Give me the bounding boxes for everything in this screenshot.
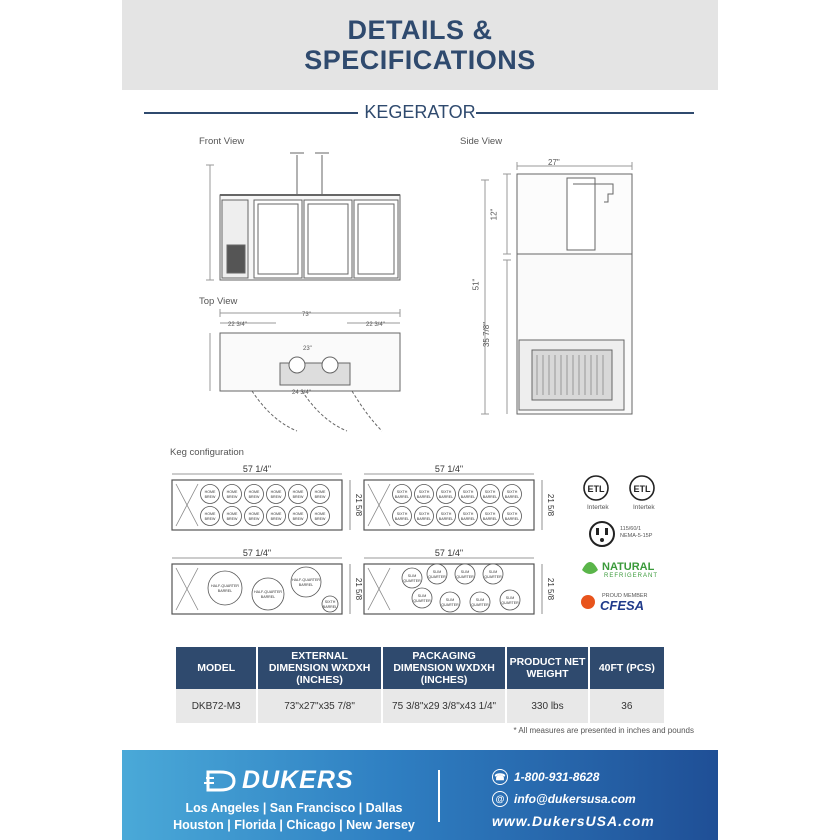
keg-label: BREW <box>292 495 304 499</box>
keg-config-1 <box>170 464 363 536</box>
top-dim-total: 73" <box>302 312 311 318</box>
keg-label: BARREL <box>416 517 432 521</box>
keg-label: SLIM <box>445 598 455 602</box>
keg-label: SLIM <box>505 596 515 600</box>
keg-label: HOME <box>248 512 260 516</box>
keg-label: BREW <box>292 517 304 521</box>
keg-label: SIXTH <box>418 512 430 516</box>
keg-circle <box>427 564 447 584</box>
cities-line1: Los Angeles | San Francisco | Dallas <box>185 801 403 815</box>
header-title-line1: DETAILS & <box>347 15 493 45</box>
keg-label: SLIM <box>460 570 470 574</box>
logo-text: DUKERS <box>242 766 354 794</box>
depth-dim-label: 21 5/8 <box>546 493 555 517</box>
keg-label: SIXTH <box>484 490 496 494</box>
keg-circle <box>291 567 321 597</box>
keg-label: SLIM <box>407 574 417 578</box>
keg-label: HOME <box>204 512 216 516</box>
keg-label: BARREL <box>322 605 338 609</box>
keg-label: SLIM <box>488 570 498 574</box>
col-packaging-dimension: PACKAGING DIMENSION WXDXH (INCHES) <box>382 647 507 689</box>
side-view-label: Side View <box>460 136 503 147</box>
keg-label: BREW <box>226 495 238 499</box>
website-link[interactable]: www.DukersUSA.com <box>492 813 655 829</box>
at-icon: @ <box>492 791 508 807</box>
keg-circle <box>252 578 284 610</box>
keg-label: HOME <box>314 512 326 516</box>
svg-text:ETL: ETL <box>587 484 605 494</box>
cell-40ft: 36 <box>589 689 664 723</box>
keg-label: QUARTER <box>428 575 446 579</box>
keg-config-3 <box>170 548 363 620</box>
natural-refrigerant-leaf-icon <box>582 562 598 574</box>
side-view-drawing <box>477 160 637 420</box>
cell-external-dimension: 73"x27"x35 7/8" <box>257 689 382 723</box>
keg-circle <box>415 485 434 504</box>
keg-label: HOME <box>292 512 304 516</box>
keg-label: HOME <box>314 490 326 494</box>
section-title <box>122 100 718 124</box>
width-dim-label: 57 1/4" <box>242 464 272 474</box>
keg-label: SIXTH <box>440 490 452 494</box>
keg-label: SLIM <box>417 594 427 598</box>
keg-label: BARREL <box>217 589 233 593</box>
keg-circle <box>267 507 286 526</box>
keg-circle <box>440 592 460 612</box>
keg-circle <box>459 507 478 526</box>
side-dim-total-height: 51" <box>471 278 481 291</box>
col-model: MODEL <box>176 647 257 689</box>
keg-circle <box>208 571 242 605</box>
footer <box>122 750 718 840</box>
keg-circle <box>503 485 522 504</box>
keg-label: BREW <box>248 495 260 499</box>
depth-dim-label: 21 5/8 <box>354 577 363 601</box>
measurement-note: * All measures are presented in inches and pounds <box>513 726 694 735</box>
keg-config-2 <box>362 464 555 536</box>
keg-label: SIXTH <box>418 490 430 494</box>
keg-label: SIXTH <box>396 490 408 494</box>
email-row[interactable] <box>492 788 655 810</box>
spec-table <box>176 647 664 723</box>
keg-circle <box>322 596 338 612</box>
refrigerant-label: REFRIGERANT <box>604 573 659 579</box>
keg-circle <box>481 485 500 504</box>
keg-label: HOME <box>270 490 282 494</box>
keg-config-4 <box>362 548 555 620</box>
keg-label: BARREL <box>460 517 476 521</box>
spec-sheet <box>122 0 718 840</box>
keg-circle <box>437 485 456 504</box>
keg-circle <box>223 507 242 526</box>
keg-circle <box>201 507 220 526</box>
etl-label-1: Intertek <box>587 504 609 511</box>
keg-label: SIXTH <box>324 600 336 604</box>
keg-label: HOME <box>226 512 238 516</box>
keg-label: HALF-QUARTER <box>254 590 282 594</box>
spec-table-header <box>176 647 664 689</box>
certification-logos <box>574 470 684 610</box>
keg-circle <box>455 564 475 584</box>
col-net-weight: PRODUCT NET WEIGHT <box>506 647 588 689</box>
etl-logo-2 <box>630 476 654 500</box>
side-dim-body-height: 35 7/8" <box>482 321 492 348</box>
footer-divider <box>438 770 440 822</box>
plug-icon <box>590 522 614 546</box>
phone-number[interactable]: 1-800-931-8628 <box>514 770 600 784</box>
keg-label: HOME <box>204 490 216 494</box>
keg-label: HOME <box>292 490 304 494</box>
keg-label: BREW <box>270 495 282 499</box>
website-row[interactable] <box>492 810 655 832</box>
top-dim-right: 22 3/4" <box>366 322 385 328</box>
keg-label: BREW <box>204 495 216 499</box>
keg-label: BARREL <box>460 495 476 499</box>
contact-info <box>492 766 655 832</box>
keg-circle <box>393 507 412 526</box>
keg-circle <box>483 564 503 584</box>
keg-circle <box>289 485 308 504</box>
keg-label: QUARTER <box>471 603 489 607</box>
keg-label: BARREL <box>482 517 498 521</box>
keg-circle <box>201 485 220 504</box>
side-dim-width: 27" <box>548 158 560 167</box>
keg-circle <box>481 507 500 526</box>
width-dim-label: 57 1/4" <box>434 548 464 558</box>
keg-circle <box>289 507 308 526</box>
keg-circle <box>245 485 264 504</box>
keg-label: HOME <box>248 490 260 494</box>
keg-label: SLIM <box>475 598 485 602</box>
svg-text:ETL: ETL <box>633 484 651 494</box>
plug-spec-label: 115/60/1 NEMA-5-15P <box>620 526 653 539</box>
keg-label: BARREL <box>438 517 454 521</box>
keg-circle <box>459 485 478 504</box>
depth-dim-label: 21 5/8 <box>354 493 363 517</box>
keg-circle <box>437 507 456 526</box>
keg-label: BREW <box>314 517 326 521</box>
keg-circle <box>500 590 520 610</box>
cfesa-logo-icon <box>581 595 595 609</box>
keg-circle <box>402 568 422 588</box>
natural-label: NATURAL <box>602 561 655 573</box>
col-40ft: 40FT (PCS) <box>589 647 664 689</box>
etl-label-2: Intertek <box>633 504 655 511</box>
front-view-drawing <box>202 145 402 285</box>
keg-circle <box>311 507 330 526</box>
keg-label: SIXTH <box>462 512 474 516</box>
table-row <box>176 689 664 723</box>
keg-label: HOME <box>226 490 238 494</box>
keg-label: BREW <box>270 517 282 521</box>
keg-label: BARREL <box>394 517 410 521</box>
keg-circle <box>412 588 432 608</box>
phone-row[interactable] <box>492 766 655 788</box>
top-dim-mid: 23" <box>303 346 312 352</box>
keg-label: QUARTER <box>456 575 474 579</box>
keg-label: BREW <box>314 495 326 499</box>
keg-circle <box>393 485 412 504</box>
keg-label: SIXTH <box>396 512 408 516</box>
keg-label: QUARTER <box>413 599 431 603</box>
keg-label: HOME <box>270 512 282 516</box>
keg-label: HALF-QUARTER <box>211 584 239 588</box>
col-external-dimension: EXTERNAL DIMENSION WXDXH (INCHES) <box>257 647 382 689</box>
keg-label: BARREL <box>504 517 520 521</box>
cell-net-weight: 330 lbs <box>506 689 588 723</box>
email-link[interactable]: info@dukersusa.com <box>514 792 636 806</box>
keg-label: SIXTH <box>506 490 518 494</box>
keg-label: QUARTER <box>501 601 519 605</box>
keg-label: BARREL <box>416 495 432 499</box>
header-title-line2: SPECIFICATIONS <box>304 45 536 75</box>
keg-label: BARREL <box>260 595 276 599</box>
keg-config-label: Keg configuration <box>170 447 244 458</box>
keg-circle <box>503 507 522 526</box>
etl-logo-1 <box>584 476 608 500</box>
keg-circle <box>470 592 490 612</box>
keg-label: SIXTH <box>462 490 474 494</box>
cities-line2: Houston | Florida | Chicago | New Jersey <box>173 818 415 832</box>
keg-label: BARREL <box>438 495 454 499</box>
top-dim-bottom: 24 3/4" <box>292 390 311 396</box>
dukers-logo <box>204 766 354 795</box>
cfesa-label: CFESA <box>600 598 645 613</box>
keg-label: SIXTH <box>440 512 452 516</box>
keg-label: BARREL <box>504 495 520 499</box>
section-rule-right <box>476 112 694 114</box>
top-dim-left: 22 3/4" <box>228 322 247 328</box>
keg-circle <box>223 485 242 504</box>
width-dim-label: 57 1/4" <box>242 548 272 558</box>
keg-circle <box>267 485 286 504</box>
keg-circle <box>415 507 434 526</box>
keg-label: QUARTER <box>441 603 459 607</box>
width-dim-label: 57 1/4" <box>434 464 464 474</box>
keg-label: BREW <box>248 517 260 521</box>
keg-label: BREW <box>204 517 216 521</box>
front-view-label: Front View <box>199 136 245 147</box>
cell-model: DKB72-M3 <box>176 689 257 723</box>
page-header <box>122 0 718 90</box>
keg-circle <box>311 485 330 504</box>
phone-icon: ☎ <box>492 769 508 785</box>
keg-label: BARREL <box>482 495 498 499</box>
section-title-text: KEGERATOR <box>364 102 476 122</box>
keg-label: SIXTH <box>506 512 518 516</box>
keg-label: BARREL <box>394 495 410 499</box>
locations <box>170 800 418 834</box>
keg-label: HALF-QUARTER <box>292 578 320 582</box>
top-view-label: Top View <box>199 296 238 307</box>
keg-label: BREW <box>226 517 238 521</box>
keg-label: QUARTER <box>484 575 502 579</box>
depth-dim-label: 21 5/8 <box>546 577 555 601</box>
keg-label: QUARTER <box>403 579 421 583</box>
keg-label: BARREL <box>298 583 314 587</box>
cfesa-proud-member: PROUD MEMBER <box>602 593 648 599</box>
cell-packaging-dimension: 75 3/8"x29 3/8"x43 1/4" <box>382 689 507 723</box>
dukers-logo-icon <box>204 768 238 794</box>
keg-label: SLIM <box>432 570 442 574</box>
keg-circle <box>245 507 264 526</box>
keg-label: SIXTH <box>484 512 496 516</box>
side-dim-tap-height: 12" <box>489 208 499 221</box>
